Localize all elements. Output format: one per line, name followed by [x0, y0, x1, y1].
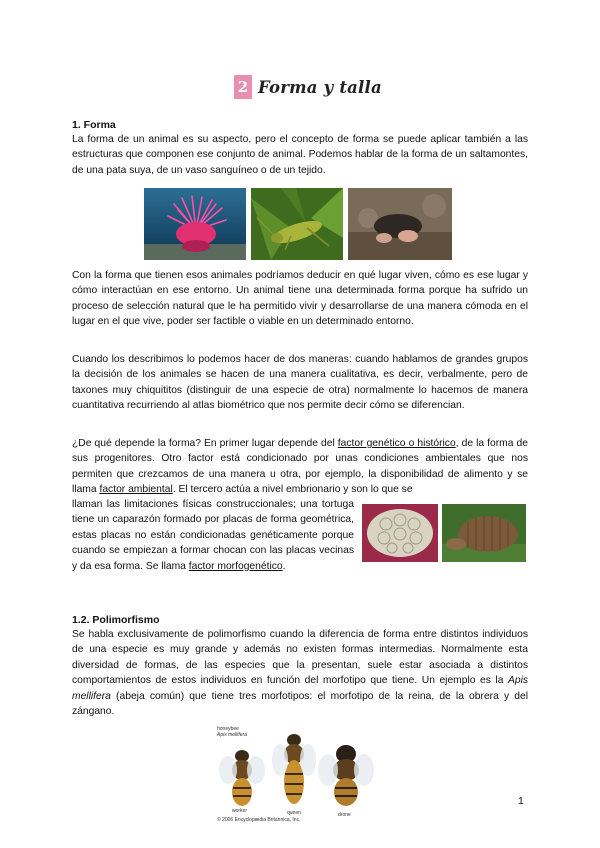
paragraph-habitat: Con la forma que tienen esos animales podríamos deducir en qué lugar viven, cómo es ese lugar y cómo interactúan en ese entorno. Un animal tiene una determinada forma porque ha sufrido un proceso de selección natural que le ha permitido vivir y desarrollarse de una manera cómoda en el lugar en el que vive, poder ser factible o viable en un determinado entorno.: [72, 270, 528, 328]
bee-figure-species: Apis mellifera: [217, 732, 248, 738]
shell-plates-photo: [362, 504, 438, 562]
morphogenetic-text-a: llaman las limitaciones físicas construccionales; una tortuga tiene un caparazón formado por placas de forma geométrica, estas placas no están condicionadas genéticamente porque cuando se empiezan a formar chocan con las placas vecinas y da esa forma. Se llama: [72, 499, 354, 572]
worker-bee-icon: [219, 750, 265, 806]
factors-text-c: . El tercero actúa a nivel embrionario y son lo que se: [172, 484, 413, 496]
polymorphism-text-a: Se habla exclusivamente de polimorfismo cuando la diferencia de forma entre distintos individuos de una especie es muy grande y además no existen formas intermedias. Normalmente esta diversidad de formas, de las especies que la presentan, suele estar asociada a distintos comportamientos de estos individuos en función del morfotipo que tiene. Un ejemplo es la: [72, 629, 528, 687]
chapter-title-text: Forma y talla: [258, 77, 382, 97]
paragraph-morphogenetic: [72, 497, 354, 574]
section-heading-forma: 1. Forma: [72, 119, 116, 131]
queen-label: queen: [287, 810, 301, 816]
term-environmental-factor: factor ambiental: [99, 484, 173, 496]
section-heading-polimorfismo: 1.2. Polimorfismo: [72, 614, 160, 626]
sea-anemone-photo: [144, 188, 246, 260]
chapter-title: [234, 73, 382, 101]
page-number: 1: [518, 795, 524, 807]
worker-label: worker: [232, 808, 248, 814]
chapter-number-badge: 2: [234, 75, 252, 99]
paragraph-description: Cuando los describimos lo podemos hacer de dos maneras: cuando hablamos de grandes grupos la decisión de los animales se hacen de una manera cualitativa, es decir, verbalmente, pero de taxones muy chiquititos (distinguir de una especie de otra) normalmente lo hacemos de manera cuantitativa recurriendo al atlas biométrico que nos permite decir cómo se diferencian.: [72, 354, 528, 412]
grasshopper-photo: [251, 188, 343, 260]
species-name: Apis mellifera: [72, 675, 528, 702]
drone-bee-icon: [318, 745, 374, 806]
morphogenetic-text-b: .: [282, 560, 286, 572]
honeybee-morphotypes-figure: [214, 726, 386, 822]
mole-photo: [348, 188, 452, 260]
factors-text-b: , de la forma de sus progenitores. Otro factor está condicionado por unas condiciones ambientales que nos permiten que crezcamos de una manera u otra, por ejemplo, la disponibilidad de alimento y se llama: [72, 438, 528, 496]
bee-figure-copyright: © 2006 Encyclopædia Britannica, Inc.: [217, 817, 301, 822]
queen-bee-icon: [272, 734, 316, 804]
armadillo-photo: [442, 504, 526, 562]
paragraph-intro: La forma de un animal es su aspecto, pero el concepto de forma se puede aplicar también a las estructuras que componen ese conjunto de animal. Podemos hablar de la forma de un saltamontes, de una pata suya, de un vaso sanguíneo o de un tejido.: [72, 134, 528, 176]
paragraph-factors: [72, 436, 528, 498]
drone-label: drone: [338, 812, 351, 818]
polymorphism-text-b: (abeja común) que tiene tres morfotipos: el morfotipo de la reina, de la obrera y del zángano.: [72, 690, 528, 718]
factors-text-a: ¿De qué depende la forma? En primer lugar depende del: [72, 438, 338, 449]
term-morphogenetic-factor: factor morfogenético: [188, 560, 283, 572]
term-genetic-factor: factor genético o histórico: [337, 438, 456, 449]
bee-figure-caption: honeybee: [217, 726, 239, 732]
paragraph-polymorphism: [72, 627, 528, 719]
